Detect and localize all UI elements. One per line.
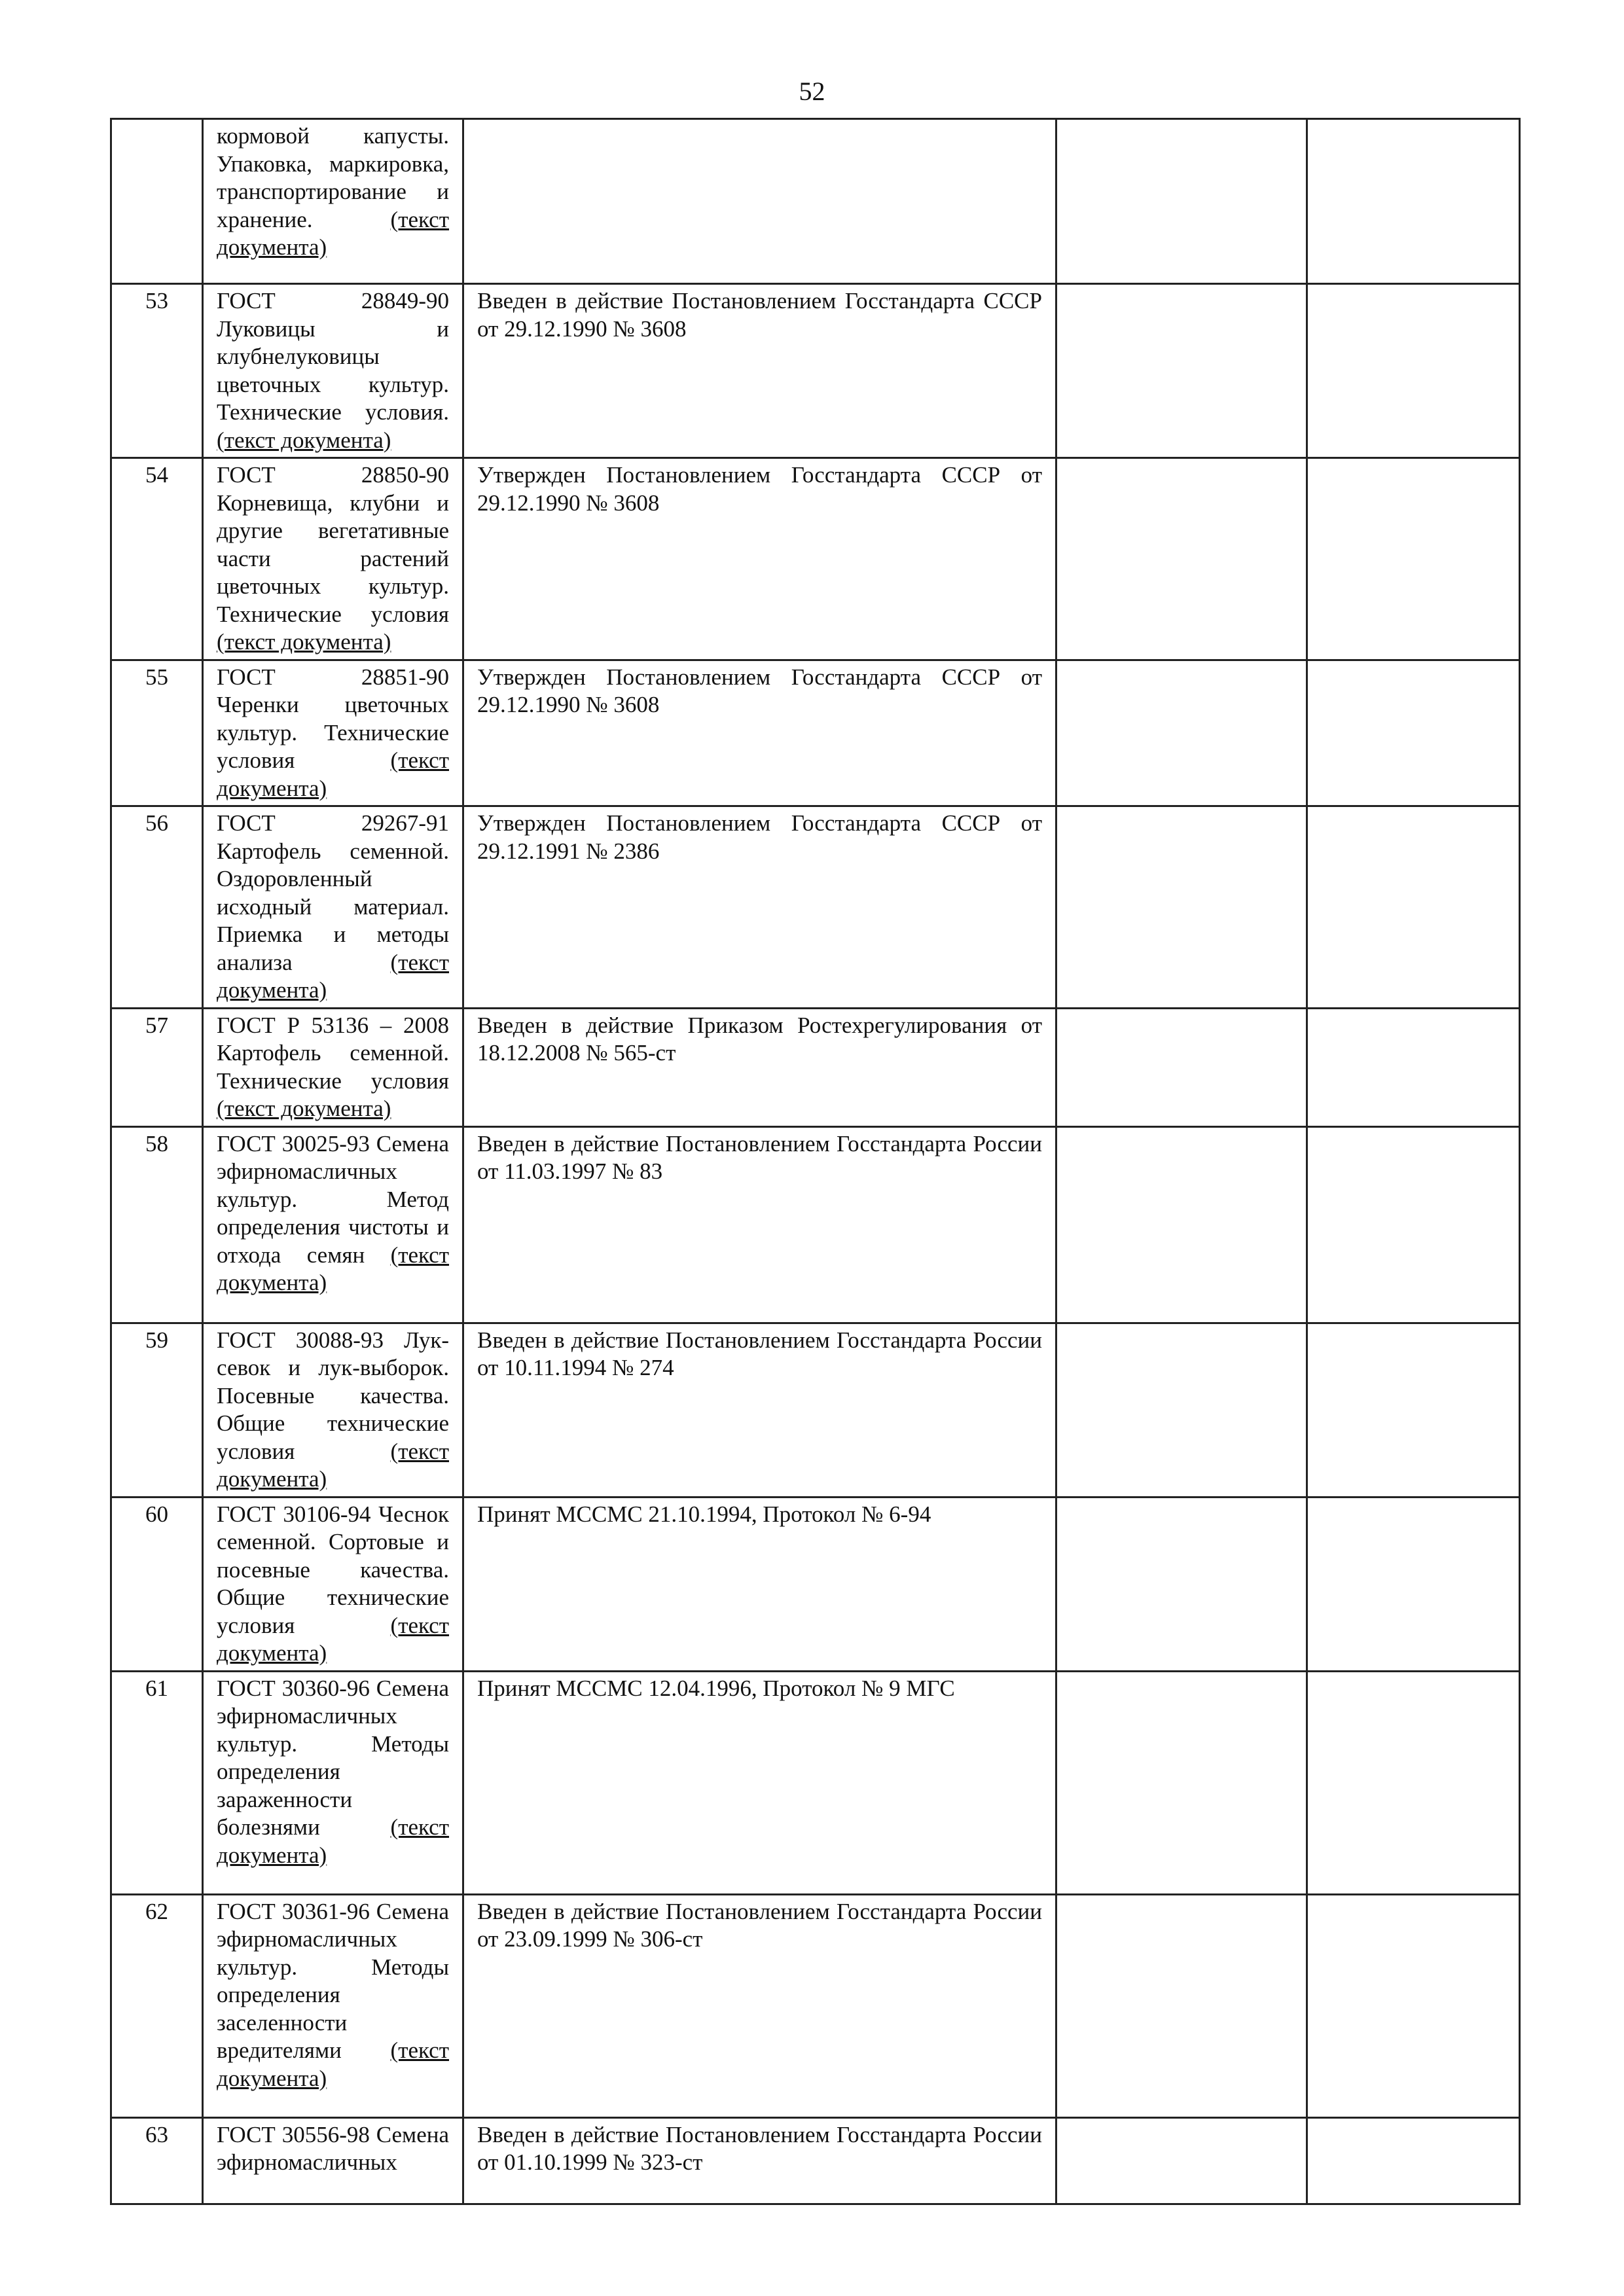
- standard-title-text: ГОСТ 30361-96 Семена эфирномасличных культур. Методы определения заселенности вредителями: [217, 1898, 449, 2063]
- row-number: 56: [111, 806, 203, 1009]
- standard-status: Принят МССМС 12.04.1996, Протокол № 9 МГС: [463, 1671, 1056, 1894]
- table-row: [111, 458, 1520, 660]
- empty-cell: [1056, 284, 1307, 458]
- empty-cell: [1056, 1126, 1307, 1323]
- standard-status: Утвержден Постановлением Госстандарта СССР от 29.12.1990 № 3608: [463, 660, 1056, 806]
- empty-cell: [1307, 1126, 1520, 1323]
- standard-status: Введен в действие Постановлением Госстандарта России от 10.11.1994 № 274: [463, 1323, 1056, 1497]
- empty-cell: [1056, 1497, 1307, 1671]
- standard-status: Принят МССМС 21.10.1994, Протокол № 6-94: [463, 1497, 1056, 1671]
- row-number: 63: [111, 2117, 203, 2204]
- standard-title-text: ГОСТ 30106-94 Чеснок семенной. Сортовые и посевные качества. Общие технические условия: [217, 1501, 449, 1638]
- standard-status: [463, 119, 1056, 284]
- standard-title: [203, 2117, 463, 2204]
- standard-title-text: ГОСТ 28850-90 Корневища, клубни и другие вегетативные части растений цветочных культур. Технические условия: [217, 462, 449, 627]
- standard-status: Утвержден Постановлением Госстандарта СССР от 29.12.1990 № 3608: [463, 458, 1056, 660]
- standard-title-text: кормовой капусты. Упаковка, маркировка, транспортирование и хранение.: [217, 123, 449, 232]
- row-number: 59: [111, 1323, 203, 1497]
- empty-cell: [1307, 1894, 1520, 2117]
- table-row: [111, 1126, 1520, 1323]
- document-link[interactable]: (текст документа): [217, 629, 391, 655]
- document-link[interactable]: (текст документа): [217, 1096, 391, 1121]
- standard-title-text: ГОСТ 30025-93 Семена эфирномасличных культур. Метод определения чистоты и отхода семян: [217, 1130, 449, 1268]
- empty-cell: [1056, 660, 1307, 806]
- empty-cell: [1307, 660, 1520, 806]
- standard-status: Утвержден Постановлением Госстандарта СССР от 29.12.1991 № 2386: [463, 806, 1056, 1009]
- document-link[interactable]: (текст документа): [217, 949, 449, 1003]
- empty-cell: [1307, 458, 1520, 660]
- empty-cell: [1307, 1671, 1520, 1894]
- standard-title: [203, 1008, 463, 1126]
- empty-cell: [1056, 458, 1307, 660]
- empty-cell: [1307, 1323, 1520, 1497]
- standard-title-text: ГОСТ 30360-96 Семена эфирномасличных культур. Методы определения зараженности болезнями: [217, 1675, 449, 1840]
- standard-title: [203, 458, 463, 660]
- table-row: [111, 119, 1520, 284]
- standard-title: [203, 1126, 463, 1323]
- standard-status: Введен в действие Постановлением Госстандарта России от 23.09.1999 № 306-ст: [463, 1894, 1056, 2117]
- standard-title: [203, 1894, 463, 2117]
- standard-title-text: ГОСТ 30556-98 Семена эфирномасличных: [217, 2121, 449, 2175]
- table-row: [111, 2117, 1520, 2204]
- standard-title-text: ГОСТ 29267-91 Картофель семенной. Оздоровленный исходный материал. Приемка и методы анализа: [217, 810, 449, 975]
- empty-cell: [1307, 2117, 1520, 2204]
- standard-title: [203, 1323, 463, 1497]
- standards-table: [110, 118, 1521, 2205]
- standard-title: [203, 284, 463, 458]
- table-row: [111, 1894, 1520, 2117]
- row-number: [111, 119, 203, 284]
- document-link[interactable]: (текст документа): [217, 2037, 449, 2091]
- row-number: 58: [111, 1126, 203, 1323]
- standard-title-text: ГОСТ 30088-93 Лук-севок и лук-выборок. Посевные качества. Общие технические условия: [217, 1327, 449, 1464]
- empty-cell: [1056, 1894, 1307, 2117]
- row-number: 55: [111, 660, 203, 806]
- row-number: 62: [111, 1894, 203, 2117]
- empty-cell: [1056, 806, 1307, 1009]
- empty-cell: [1307, 1497, 1520, 1671]
- empty-cell: [1056, 1323, 1307, 1497]
- empty-cell: [1056, 1008, 1307, 1126]
- document-link[interactable]: (текст документа): [217, 1242, 450, 1295]
- empty-cell: [1307, 119, 1520, 284]
- document-link[interactable]: (текст документа): [217, 206, 449, 260]
- table-row: [111, 1008, 1520, 1126]
- document-link[interactable]: (текст документа): [217, 747, 449, 801]
- standard-title-text: ГОСТ 28851-90 Черенки цветочных культур. Технические условия: [217, 664, 449, 773]
- standard-status: Введен в действие Постановлением Госстандарта СССР от 29.12.1990 № 3608: [463, 284, 1056, 458]
- page-number: 52: [799, 77, 825, 106]
- row-number: 60: [111, 1497, 203, 1671]
- standard-status: Введен в действие Приказом Ростехрегулирования от 18.12.2008 № 565-ст: [463, 1008, 1056, 1126]
- row-number: 54: [111, 458, 203, 660]
- row-number: 53: [111, 284, 203, 458]
- document-link[interactable]: (текст документа): [217, 427, 391, 453]
- standard-title: [203, 1671, 463, 1894]
- table-row: [111, 1323, 1520, 1497]
- table-row: [111, 284, 1520, 458]
- table-row: [111, 806, 1520, 1009]
- table-row: [111, 1497, 1520, 1671]
- row-number: 61: [111, 1671, 203, 1894]
- empty-cell: [1056, 119, 1307, 284]
- standard-title-text: ГОСТ Р 53136 – 2008 Картофель семенной. Технические условия: [217, 1012, 449, 1094]
- empty-cell: [1307, 1008, 1520, 1126]
- row-number: 57: [111, 1008, 203, 1126]
- document-link[interactable]: (текст документа): [217, 1814, 449, 1868]
- empty-cell: [1056, 2117, 1307, 2204]
- empty-cell: [1307, 284, 1520, 458]
- standard-title: [203, 660, 463, 806]
- standard-title: [203, 119, 463, 284]
- empty-cell: [1307, 806, 1520, 1009]
- document-link[interactable]: (текст документа): [217, 1612, 449, 1666]
- document-link[interactable]: (текст документа): [217, 1438, 449, 1492]
- standard-title: [203, 1497, 463, 1671]
- table-row: [111, 660, 1520, 806]
- standard-title-text: ГОСТ 28849-90 Луковицы и клубнелуковицы цветочных культур. Технические условия.: [217, 288, 449, 425]
- table-row: [111, 1671, 1520, 1894]
- standard-status: Введен в действие Постановлением Госстандарта России от 01.10.1999 № 323-ст: [463, 2117, 1056, 2204]
- empty-cell: [1056, 1671, 1307, 1894]
- standard-status: Введен в действие Постановлением Госстандарта России от 11.03.1997 № 83: [463, 1126, 1056, 1323]
- standard-title: [203, 806, 463, 1009]
